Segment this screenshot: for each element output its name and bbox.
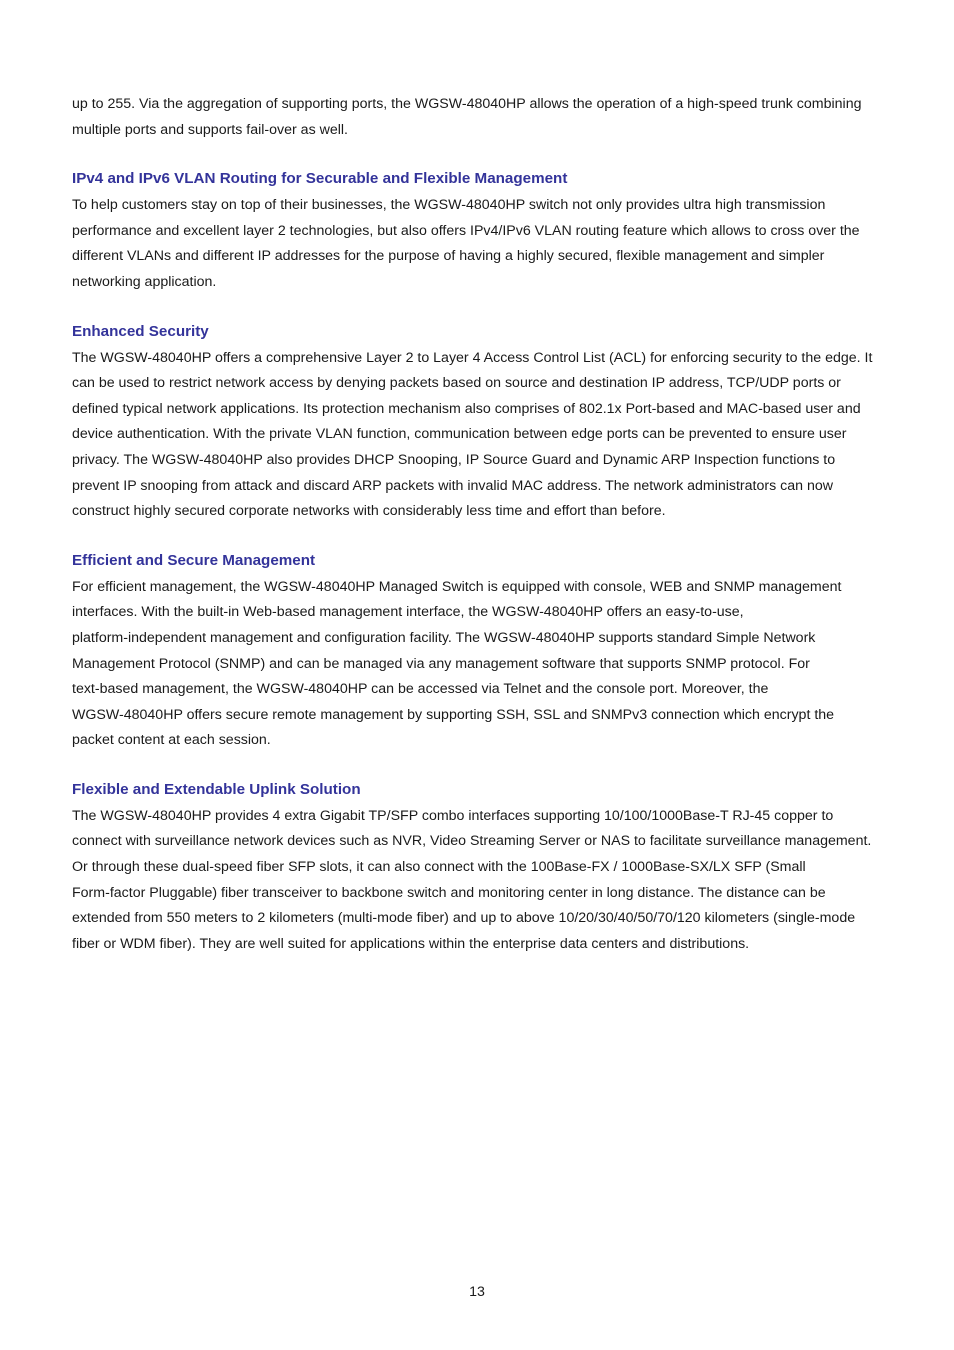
- section-paragraph: [72, 193, 886, 295]
- text-line: Form-factor Pluggable) fiber transceiver to backbone switch and monitoring center in long distance. The distance can be: [72, 884, 826, 901]
- text-line: defined typical network applications. Its protection mechanism also comprises of 802.1x Port-based and MAC-based user and: [72, 400, 861, 417]
- text-line: For efficient management, the WGSW-48040HP Managed Switch is equipped with console, WEB and SNMP management: [72, 578, 842, 595]
- section-uplink-solution: [72, 780, 886, 958]
- text-line: extended from 550 meters to 2 kilometers (multi-mode fiber) and up to above 10/20/30/40/50/70/120 kilometers (single-mode: [72, 910, 856, 927]
- section-paragraph: [72, 346, 886, 525]
- section-enhanced-security: [72, 322, 886, 525]
- text-line: interfaces. With the built-in Web-based management interface, the WGSW-48040HP offers an easy-to-use,: [72, 604, 744, 621]
- text-line: up to 255. Via the aggregation of supporting ports, the WGSW-48040HP allows the operation of a high-speed trunk combining: [72, 96, 862, 112]
- text-line: WGSW-48040HP offers secure remote management by supporting SSH, SSL and SNMPv3 connection which encrypt the: [72, 706, 835, 723]
- text-line: performance and excellent layer 2 technologies, but also offers IPv4/IPv6 VLAN routing feature which allows to cross over the: [72, 222, 860, 239]
- text-line: text-based management, the WGSW-48040HP can be accessed via Telnet and the console port. Moreover, the: [72, 681, 769, 698]
- text-line: packet content at each session.: [72, 732, 271, 749]
- text-line: To help customers stay on top of their businesses, the WGSW-48040HP switch not only provides ultra high transmission: [72, 197, 826, 214]
- section-heading: Efficient and Secure Management: [72, 551, 316, 569]
- intro-paragraph: [72, 92, 886, 143]
- section-heading: Flexible and Extendable Uplink Solution: [72, 780, 361, 798]
- section-paragraph: [72, 575, 886, 754]
- section-heading: IPv4 and IPv6 VLAN Routing for Securable and Flexible Management: [72, 170, 568, 188]
- text-line: privacy. The WGSW-48040HP also provides DHCP Snooping, IP Source Guard and Dynamic ARP Inspection functions to: [72, 451, 836, 468]
- text-line: The WGSW-48040HP provides 4 extra Gigabit TP/SFP combo interfaces supporting 10/100/1000Base-T RJ-45 copper to: [72, 807, 834, 824]
- section-secure-management: [72, 551, 886, 754]
- document-body: [72, 92, 886, 957]
- text-line: fiber or WDM fiber). They are well suited for applications within the enterprise data centers and distributions.: [72, 935, 750, 952]
- text-line: platform-independent management and configuration facility. The WGSW-48040HP supports standard Simple Network: [72, 629, 816, 646]
- text-line: multiple ports and supports fail-over as well.: [72, 121, 348, 138]
- text-line: Or through these dual-speed fiber SFP slots, it can also connect with the 100Base-FX / 1000Base-SX/LX SFP (Small: [72, 859, 806, 876]
- section-vlan-routing: [72, 169, 886, 295]
- section-heading: Enhanced Security: [72, 322, 209, 340]
- text-line: different VLANs and different IP addresses for the purpose of having a highly secured, flexible management and simpler: [72, 248, 825, 265]
- text-line: construct highly secured corporate networks with considerably less time and effort than before.: [72, 503, 666, 520]
- text-line: Management Protocol (SNMP) and can be managed via any management software that supports SNMP protocol. For: [72, 655, 810, 672]
- text-line: The WGSW-48040HP offers a comprehensive Layer 2 to Layer 4 Access Control List (ACL) for enforcing security to the edge. It: [72, 349, 873, 366]
- text-line: device authentication. With the private VLAN function, communication between edge ports can be prevented to ensure user: [72, 426, 847, 443]
- text-line: connect with surveillance network devices such as NVR, Video Streaming Server or NAS to facilitate surveillance management.: [72, 833, 872, 850]
- text-line: networking application.: [72, 273, 217, 290]
- page-number: 13: [469, 1284, 485, 1300]
- text-line: prevent IP snooping from attack and discard ARP packets with invalid MAC address. The network administrators can now: [72, 477, 833, 494]
- section-paragraph: [72, 804, 886, 958]
- text-line: can be used to restrict network access by denying packets based on source and destination IP address, TCP/UDP ports or: [72, 375, 841, 392]
